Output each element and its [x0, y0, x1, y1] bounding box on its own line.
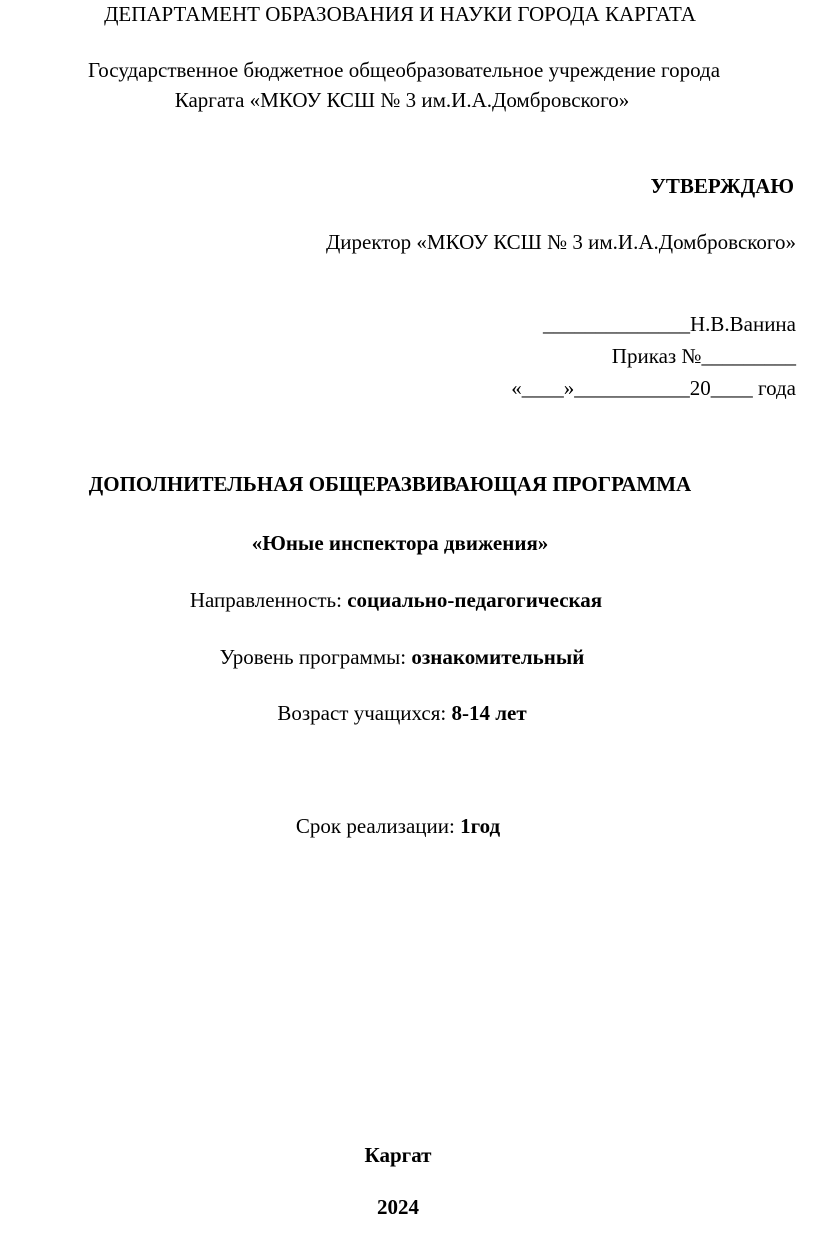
city-name: Каргат — [364, 1143, 432, 1167]
year: 2024 — [377, 1195, 419, 1219]
age-value: 8-14 лет — [451, 701, 527, 725]
direction-value: социально-педагогическая — [347, 588, 603, 612]
institution-line-1: Государственное бюджетное общеобразовательное учреждение города — [87, 58, 721, 82]
signature-line: ______________Н.В.Ванина — [542, 312, 796, 336]
order-line: Приказ №_________ — [611, 344, 796, 368]
date-line: «____»___________20____ года — [511, 376, 796, 400]
age-label: Возраст учащихся: — [277, 701, 452, 725]
age-row — [0, 703, 810, 724]
level-label: Уровень программы: — [219, 645, 412, 669]
department-name: ДЕПАРТАМЕНТ ОБРАЗОВАНИЯ И НАУКИ ГОРОДА КАРГАТА — [104, 2, 696, 26]
program-title: ДОПОЛНИТЕЛЬНАЯ ОБЩЕРАЗВИВАЮЩАЯ ПРОГРАММА — [88, 472, 692, 496]
direction-row — [0, 590, 804, 611]
institution-line-2: Каргата «МКОУ КСШ № 3 им.И.А.Домбровского» — [174, 88, 630, 112]
director-position: Директор «МКОУ КСШ № 3 им.И.А.Домбровского» — [325, 230, 796, 254]
level-row — [0, 647, 810, 668]
term-value: 1год — [460, 814, 501, 838]
term-label: Срок реализации: — [295, 814, 461, 838]
level-value: ознакомительный — [411, 645, 585, 669]
direction-label: Направленность: — [189, 588, 348, 612]
approval-heading: УТВЕРЖДАЮ — [650, 174, 794, 198]
term-row — [0, 816, 806, 837]
program-name: «Юные инспектора движения» — [251, 531, 549, 555]
